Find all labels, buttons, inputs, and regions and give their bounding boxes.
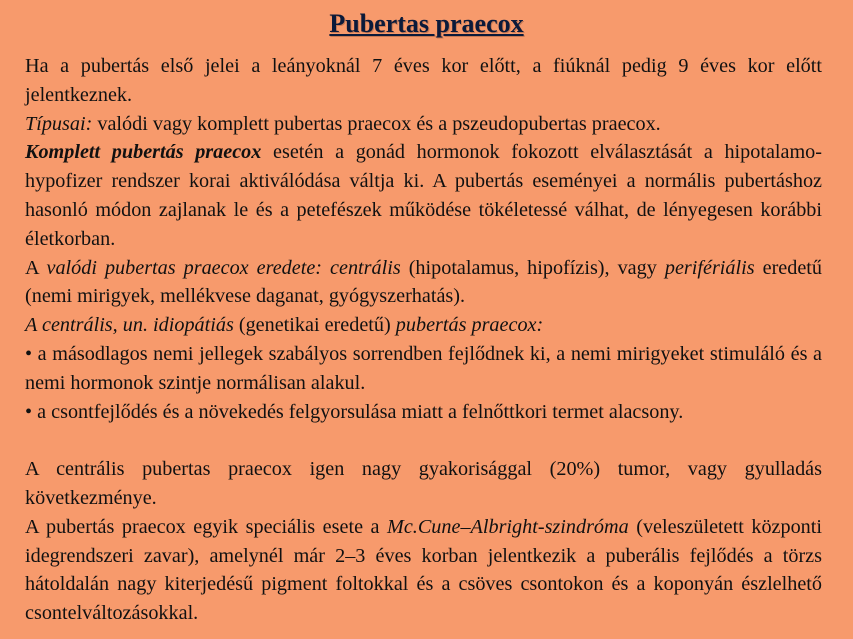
slide-body — [25, 52, 822, 628]
central-mid: (genetikai eredetű) — [233, 314, 396, 337]
paragraph-gap — [25, 426, 822, 455]
bullet-item: • a másodlagos nemi jellegek szabályos sorrendben fejlődnek ki, a nemi mirigyeket stimuláló és a nemi hormonok szintje normálisan alakul. — [25, 342, 822, 394]
tumor-paragraph: A centrális pubertas praecox igen nagy gyakorisággal (20%) tumor, vagy gyulladás következménye. — [25, 458, 822, 509]
origin-paragraph — [25, 254, 822, 312]
origin-suffix: eredetű (nemi mirigyek, mellékvese daganat, gyógyszerhatás). — [25, 256, 823, 308]
origin-italic-peripheral: perifériális — [664, 256, 755, 279]
central-italic-2: pubertás praecox: — [395, 314, 544, 337]
intro-paragraph: Ha a pubertás első jelei a leányoknál 7 éves kor előtt, a fiúknál pedig 9 éves kor előtt jelentkeznek. — [25, 55, 822, 106]
complete-text: esetén a gonád hormonok fokozott elválasztását a hipotalamo-hypofizer rendszer korai aktiválódása váltja ki. A pubertás eseményei a normális pubertáshoz hasonló módon zajlanak le és a petefészek működése tökéletessé válhat, de lényegesen korábbi életkorban. — [25, 141, 822, 250]
mccune-prefix: A pubertás praecox egyik speciális esete a — [25, 515, 388, 538]
types-text: valódi vagy komplett pubertas praecox és a pszeudopubertas praecox. — [92, 112, 661, 135]
central-italic-1: A centrális, un. idiopátiás — [25, 314, 234, 337]
complete-label: Komplett pubertás praecox — [25, 141, 262, 164]
central-heading — [25, 311, 822, 340]
mccune-syndrome-name: Mc.Cune–Albright-szindróma — [387, 515, 629, 538]
origin-prefix: A — [25, 256, 47, 279]
types-label: Típusai: — [25, 112, 93, 135]
mccune-suffix: (veleszületett központi idegrendszeri zavar), amelynél már 2–3 éves korban jelentkezik a puberális fejlődés a törzs hátoldalán nagy kiterjedésű pigment foltokkal és a csöves csontokon és a koponyán észlelhető csontelváltozásokkal. — [25, 515, 822, 625]
origin-mid: (hipotalamus, hipofízis), vagy — [400, 256, 665, 279]
origin-italic-central: valódi pubertas praecox eredete: centrális — [46, 256, 401, 279]
page-title: Pubertas praecox — [329, 9, 524, 38]
complete-paragraph — [25, 138, 822, 253]
bullet-item: • a csontfejlődés és a növekedés felgyorsulása miatt a felnőttkori termet alacsony. — [25, 400, 684, 423]
mccune-paragraph — [25, 513, 822, 628]
types-paragraph — [25, 110, 822, 139]
